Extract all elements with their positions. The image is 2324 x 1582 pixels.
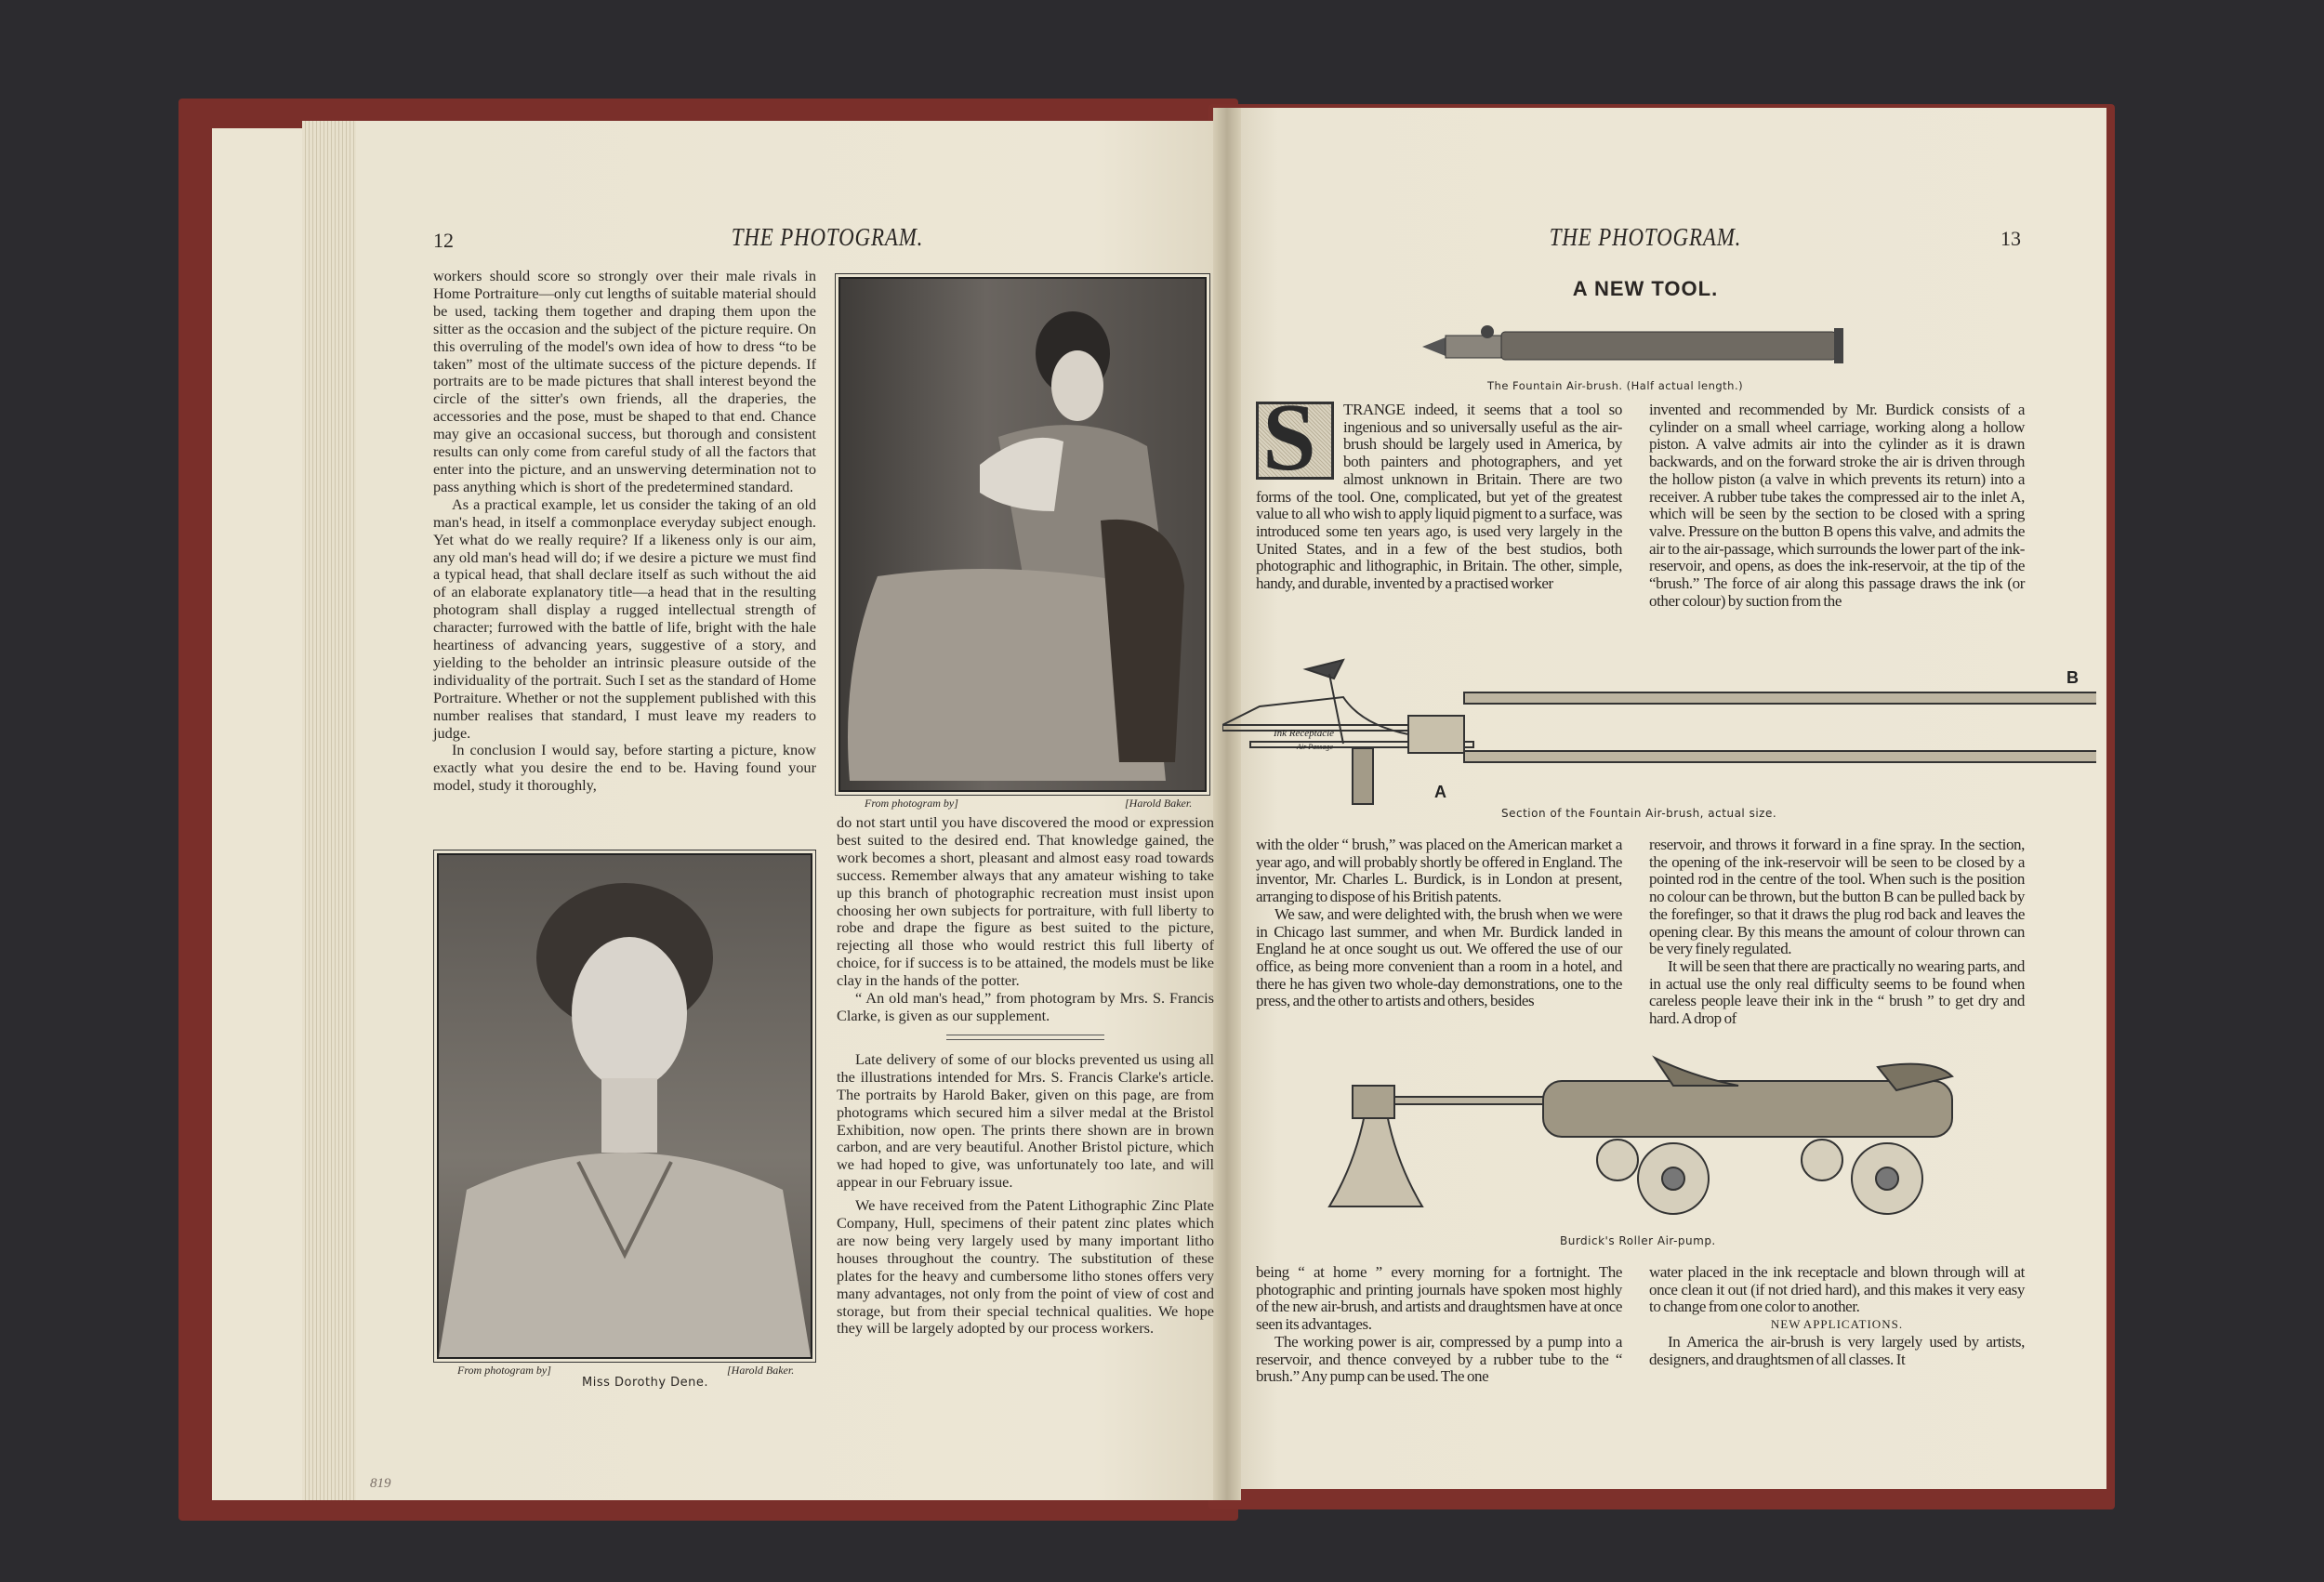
- right-bottom-column-1: [1256, 1264, 1622, 1386]
- article-title: A NEW TOOL.: [1572, 277, 1719, 300]
- right-bottom-column-2: [1649, 1264, 2025, 1368]
- paragraph: workers should score so strongly over their male rivals in Home Portraiture—only cut lengths of suitable material should be used, tacking them together and draping them upon the sitter as the occasion and the subject of the picture require. On this overruling of the model's own idea of how to dress “to be taken” most of the ultimate success of the picture depends. If portraits are to be made pictures that shall interest beyond the circle of the sitter's own friends, all the draperies, the accessories and the pose, must be shaped to that end. Chance may give an occasional success, but thorough and consistent results can only come from careful study of all the factors that enter into the picture, and an unswerving determination not to pass anything which is short of the predetermined standard.: [433, 267, 816, 495]
- photo-dorothy-dene: [437, 853, 812, 1359]
- page-number-left: 12: [433, 229, 454, 252]
- fig3-caption: Burdick's Roller Air-pump.: [1560, 1234, 1716, 1247]
- page-number-right: 13: [2000, 227, 2021, 250]
- paragraph: As a practical example, let us consider the taking of an old man's head, in itself a commonplace everyday subject enough. Yet what do we really require? If a likeness only is our aim, any old man's head will do; if we desire a picture we must find a typical head, that shall declare itself as such without the aid of an elaborate explanatory title—a head that in the resulting photogram shall display a rugged intellectual strength of character; furrowed with the battle of life, bright with the hale heartiness of advancing years, suggestive of a story, and yielding to the beholder an intrinsic pleasure outside of the individuality of the portrait. Such I set as the standard of Home Portraiture. Whether or not the supplement published with this number realises that standard, I must leave my readers to judge.: [433, 494, 816, 742]
- running-head-right: THE PHOTOGRAM.: [1549, 223, 1742, 251]
- paragraph: TRANGE indeed, it seems that a tool so ingenious and so universally useful as the air-brush should be largely used in America, by both painters and photographers, and yet almost unknown in Britain. There are two forms of the tool. One, complicated, but yet of the greatest value to all who wish to apply liquid pigment to a surface, was introduced some ten years ago, is used very largely in the United States, and in a few of the best studios, both photographic and lithographic, in Britain. The other, simple, handy, and durable, invented by a practised worker: [1256, 401, 1622, 593]
- right-intro-column-1: [1256, 384, 1622, 593]
- paragraph: In conclusion I would say, before starting a picture, know exactly what you desire the end to be. Having found your model, study it thoroughly,: [433, 741, 816, 795]
- right-mid-column-1: [1256, 837, 1622, 1010]
- photo1-credit-right: [Harold Baker.: [1125, 797, 1193, 810]
- portrait-image: [439, 855, 811, 1357]
- paragraph: In America the air-brush is very largely used by artists, designers, and draughtsmen of all classes. It: [1649, 1332, 2025, 1368]
- paragraph: do not start until you have discovered the mood or expression best suited to the desired end. That knowledge gained, the work becomes a short, pleasant and almost easy road towards success. Remember always that any amateur wishing to take up this branch of photographic recreation must insist upon choosing her own subjects for portraiture, with full liberty to robe and drape the figure as best suited to the picture, rejecting all those who would restrict this full liberty of choice, for if success is to be attained, the models must be like clay in the hands of the potter.: [837, 813, 1215, 990]
- paragraph: invented and recommended by Mr. Burdick consists of a cylinder on a small wheel carriage, working along a hollow piston. A valve admits air into the cylinder as it is drawn backwards, and on the forward stroke the air is driven through the hollow piston (a valve in which prevents its return) into a receiver. A rubber tube takes the compressed air to the inlet A, which will be seen by the section to be closed with a spring valve. Pressure on the button B opens this valve, and admits the air to the air-passage, which surrounds the lower part of the ink-reservoir, and opens, as does the ink-reservoir, at the tip of the “brush.” The force of air along this passage draws the ink (or other colour) by suction from the: [1649, 401, 2025, 610]
- paragraph: The working power is air, compressed by a pump into a reservoir, and thence conveyed by a rubber tube to the “ brush.” Any pump can be used. The one: [1256, 1332, 1622, 1386]
- photo2-credit-right: [Harold Baker.: [727, 1364, 795, 1377]
- label-b: B: [2067, 668, 2079, 687]
- label-a: A: [1434, 783, 1446, 801]
- paragraph: We saw, and were delighted with, the brush when we were in Chicago last summer, and when Mr. Burdick landed in England he at once sought us out. We offered the use of our office, as being more convenient than a room in a hotel, and there he has given two whole-day demonstrations, one to the press, and the other to artists and others, besides: [1256, 904, 1622, 1010]
- pencil-mark: 819: [370, 1476, 391, 1491]
- photo2-credit-left: From photogram by]: [457, 1364, 551, 1377]
- paragraph: It will be seen that there are practically no wearing parts, and in actual use the only real difficulty seems to be found when careless people leave their ink in the “ brush ” to get dry and hard. A drop of: [1649, 956, 2025, 1028]
- photo-seated-woman: [838, 277, 1207, 792]
- label-air-passage: Air Passage: [1297, 743, 1333, 751]
- paragraph: being “ at home ” every morning for a fortnight. The photographic and printing journals have spoken most highly of the new air-brush, and artists and draughtsmen have at once seen its advantages.: [1256, 1263, 1622, 1334]
- paragraph: “ An old man's head,” from photogram by Mrs. S. Francis Clarke, is given as our supplement.: [837, 989, 1214, 1024]
- photo1-credit-left: From photogram by]: [865, 797, 958, 810]
- section-divider: [946, 1035, 1104, 1040]
- left-column-1: [433, 268, 816, 795]
- paragraph: We have received from the Patent Lithographic Zinc Plate Company, Hull, specimens of their patent zinc plates which are now being very largely used by many important litho houses throughout the country. The substitution of these plates for the heavy and cumbersome litho stones offers very many advantages, not only from the point of view of cost and storage, but from their special technical qualities. We hope they will be largely adopted by our process workers.: [837, 1196, 1214, 1338]
- seated-woman-image: [840, 279, 1205, 790]
- fig2-caption: Section of the Fountain Air-brush, actual size.: [1501, 807, 1777, 820]
- paragraph: Late delivery of some of our blocks prevented us using all the illustrations intended for Mrs. S. Francis Clarke's article. The portraits by Harold Baker, given on this page, are from photograms which secured him a silver medal at the Bristol Exhibition, now open. The prints there shown are in brown carbon, and are very beautiful. Another Bristol picture, which we had hoped to give, was unfortunately too late, and will appear in our February issue.: [837, 1049, 1214, 1192]
- drop-cap-s: S: [1256, 402, 1334, 480]
- left-column-2: [837, 814, 1214, 1338]
- right-mid-column-2: [1649, 837, 2025, 1028]
- label-ink-receptacle: Ink Receptacle: [1274, 728, 1335, 739]
- airbrush-section-diagram: [1222, 651, 2096, 809]
- right-intro-column-2: [1649, 402, 2025, 610]
- running-head-left: THE PHOTOGRAM.: [731, 223, 924, 251]
- photo2-caption: Miss Dorothy Dene.: [582, 1376, 709, 1390]
- roller-air-pump-illustration: [1301, 1048, 1989, 1225]
- paragraph: with the older “ brush,” was placed on the American market a year ago, and will probably shortly be offered in England. The inventor, Mr. Charles L. Burdick, is in London at present, arranging to dispose of his British patents.: [1256, 836, 1622, 906]
- paragraph: reservoir, and throws it forward in a fine spray. In the section, the opening of the ink-reservoir will be seen to be closed by a pointed rod in the centre of the tool. When such is the position no colour can be thrown, but the button B can be pulled back by the forefinger, so that it draws the plug rod back and leaves the opening clear. By this means the amount of colour thrown can be very finely regulated.: [1649, 836, 2025, 958]
- fountain-airbrush-illustration: [1418, 321, 1855, 372]
- paragraph: water placed in the ink receptacle and blown through will at once clean it out (if not dried hard), and this makes it very easy to change from one color to another.: [1649, 1263, 2025, 1316]
- subheading-new-applications: NEW APPLICATIONS.: [1770, 1317, 1904, 1332]
- fig1-caption: The Fountain Air-brush. (Half actual length.): [1487, 379, 1744, 392]
- page-edges: [302, 121, 356, 1500]
